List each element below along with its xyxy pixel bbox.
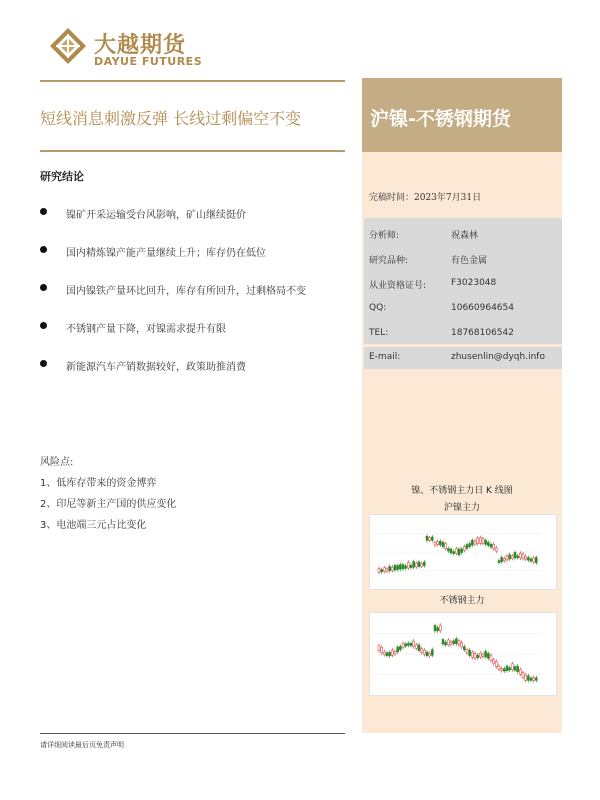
candle-body bbox=[381, 569, 383, 571]
candle-body bbox=[383, 568, 385, 572]
candle-body bbox=[509, 668, 511, 670]
candle-body bbox=[519, 553, 521, 558]
candle-body bbox=[447, 549, 449, 552]
candle-body bbox=[413, 641, 415, 647]
candle-body bbox=[533, 678, 535, 681]
candle-body bbox=[429, 538, 431, 541]
info-key: QQ: bbox=[369, 303, 387, 313]
candle-body bbox=[479, 538, 481, 544]
info-key: E-mail: bbox=[369, 352, 401, 362]
candle-body bbox=[394, 651, 396, 653]
candle-body bbox=[421, 563, 423, 566]
candle-body bbox=[429, 653, 431, 656]
candle-body bbox=[381, 647, 383, 653]
candle-body bbox=[493, 544, 495, 549]
candle-body bbox=[386, 569, 388, 571]
logo-mark-icon bbox=[48, 26, 88, 66]
candle-body bbox=[391, 567, 393, 570]
candle-body bbox=[527, 676, 529, 681]
candle-body bbox=[450, 642, 452, 644]
stainless-kline-chart bbox=[369, 612, 557, 696]
bullet-icon bbox=[40, 360, 47, 367]
info-value: 祝森林 bbox=[451, 231, 479, 241]
candle-body bbox=[485, 651, 487, 657]
info-value: 18768106542 bbox=[451, 328, 514, 338]
list-item-text: 国内精炼镍产能产量继续上升；库存仍在低位 bbox=[66, 248, 266, 259]
candle-body bbox=[402, 643, 404, 647]
candle-body bbox=[487, 653, 489, 658]
nickel-kline-chart bbox=[369, 514, 557, 590]
candle-body bbox=[495, 661, 497, 666]
candle-body bbox=[426, 536, 428, 540]
candle-body bbox=[471, 652, 473, 657]
info-key: 分析师: bbox=[369, 231, 400, 241]
candle-body bbox=[461, 642, 463, 647]
logo-name-en: DAYUE FUTURES bbox=[94, 55, 203, 68]
analyst-info-box bbox=[364, 218, 562, 344]
candle-body bbox=[469, 544, 471, 547]
candle-body bbox=[514, 667, 516, 670]
candle-body bbox=[383, 652, 385, 654]
candle-body bbox=[391, 650, 393, 655]
product-title: 沪镍-不锈钢期货 bbox=[370, 108, 511, 130]
candle-body bbox=[503, 669, 505, 672]
candle-body bbox=[413, 561, 415, 567]
candle-body bbox=[530, 559, 532, 561]
candle-body bbox=[463, 646, 465, 649]
candle-body bbox=[501, 668, 503, 670]
candle-body bbox=[511, 556, 513, 559]
chart-label-nickel: 沪镍主力 bbox=[443, 503, 480, 513]
candle-body bbox=[477, 655, 479, 658]
candle-body bbox=[437, 542, 439, 545]
candle-body bbox=[439, 541, 441, 545]
candle-body bbox=[418, 562, 420, 567]
candle-body bbox=[517, 556, 519, 558]
candle-body bbox=[490, 655, 492, 661]
bullet-icon bbox=[40, 284, 47, 291]
candle-body bbox=[514, 552, 516, 558]
bullet-icon bbox=[40, 322, 47, 329]
candle-body bbox=[450, 549, 452, 553]
candle-body bbox=[447, 640, 449, 645]
candle-body bbox=[517, 666, 519, 672]
candle-body bbox=[506, 556, 508, 560]
candle-body bbox=[378, 646, 380, 651]
info-row-email bbox=[364, 347, 562, 369]
candle-body bbox=[487, 542, 489, 545]
candle-body bbox=[389, 566, 391, 570]
candle-body bbox=[418, 645, 420, 651]
company-logo bbox=[48, 26, 218, 72]
candle-body bbox=[533, 558, 535, 562]
candle-body bbox=[399, 646, 401, 649]
disclaimer-note: 请详细阅读最后页免责声明 bbox=[40, 741, 124, 749]
risk-title: 风险点: bbox=[40, 457, 74, 468]
candle-body bbox=[410, 565, 412, 567]
candle-body bbox=[495, 548, 497, 551]
candle-body bbox=[397, 566, 399, 570]
conclusion-title: 研究结论 bbox=[40, 170, 84, 183]
candle-body bbox=[389, 652, 391, 656]
candle-body bbox=[501, 557, 503, 561]
candle-body bbox=[445, 642, 447, 645]
candle-body bbox=[423, 562, 425, 566]
candle-body bbox=[399, 565, 401, 570]
candle-body bbox=[415, 645, 417, 649]
info-key: TEL: bbox=[369, 328, 389, 338]
candle-body bbox=[471, 540, 473, 545]
candle-body bbox=[439, 625, 441, 631]
candle-body bbox=[522, 672, 524, 677]
report-headline: 短线消息刺激反弹 长线过剩偏空不变 bbox=[40, 109, 302, 128]
candle-body bbox=[482, 539, 484, 544]
candle-body bbox=[431, 537, 433, 540]
candle-body bbox=[535, 678, 537, 681]
candle-body bbox=[455, 549, 457, 554]
candle-body bbox=[442, 639, 444, 644]
email-link[interactable]: zhusenlin@dyqh.info bbox=[451, 352, 545, 362]
chart-caption: 镍、不锈钢主力日 K 线图 bbox=[411, 486, 513, 496]
candle-body bbox=[407, 562, 409, 568]
risk-item: 2、印尼等新主产国的供应变化 bbox=[40, 499, 177, 510]
list-item-text: 新能源汽车产销数据较好，政策助推消费 bbox=[66, 362, 246, 373]
nickel-kline-image bbox=[370, 515, 556, 589]
candle-body bbox=[405, 566, 407, 569]
candle-body bbox=[442, 542, 444, 546]
candle-body bbox=[426, 652, 428, 656]
completion-date: 完稿时间：2023年7月31日 bbox=[369, 193, 482, 203]
candle-body bbox=[402, 565, 404, 569]
candle-body bbox=[397, 647, 399, 652]
bullet-icon bbox=[40, 208, 47, 215]
candle-body bbox=[415, 563, 417, 567]
candle-body bbox=[490, 544, 492, 547]
candle-body bbox=[506, 666, 508, 671]
candle-body bbox=[405, 644, 407, 646]
candle-body bbox=[463, 547, 465, 551]
candle-body bbox=[461, 549, 463, 553]
list-item-text: 国内镍铁产量环比回升，库存有所回升，过剩格局不变 bbox=[66, 286, 306, 297]
candle-body bbox=[407, 643, 409, 645]
candle-body bbox=[386, 653, 388, 656]
candle-body bbox=[431, 649, 433, 655]
candle-body bbox=[453, 552, 455, 554]
candle-body bbox=[485, 540, 487, 544]
info-value: 有色金属 bbox=[451, 256, 488, 266]
candle-body bbox=[421, 649, 423, 653]
header-rule-top bbox=[40, 80, 345, 82]
candle-body bbox=[525, 556, 527, 559]
risk-section bbox=[40, 452, 176, 536]
candle-body bbox=[455, 639, 457, 644]
stainless-kline-image bbox=[370, 613, 556, 695]
candle-body bbox=[453, 641, 455, 644]
chart-label-stainless: 不锈钢主力 bbox=[439, 596, 485, 606]
info-key: 从业资格证号: bbox=[369, 281, 427, 291]
candle-body bbox=[530, 678, 532, 680]
candle-body bbox=[437, 628, 439, 631]
candle-body bbox=[519, 669, 521, 674]
candle-body bbox=[469, 650, 471, 656]
risk-item: 1、低库存带来的资金博弈 bbox=[40, 478, 157, 489]
candle-body bbox=[479, 653, 481, 657]
list-item-text: 不锈钢产量下降，对镍需求提升有限 bbox=[66, 324, 226, 335]
candle-body bbox=[378, 568, 380, 572]
header-rule-bottom bbox=[40, 150, 345, 152]
candle-body bbox=[503, 558, 505, 560]
candle-body bbox=[466, 650, 468, 653]
candle-body bbox=[493, 660, 495, 664]
candle-body bbox=[434, 625, 436, 630]
candle-body bbox=[522, 554, 524, 559]
candle-body bbox=[445, 544, 447, 549]
candle-body bbox=[509, 555, 511, 559]
product-banner bbox=[362, 78, 562, 152]
candle-body bbox=[498, 561, 500, 563]
logo-name-cn: 大越期货 bbox=[94, 33, 187, 58]
candle-body bbox=[527, 557, 529, 560]
risk-item: 3、电池端三元占比变化 bbox=[40, 520, 147, 531]
candle-body bbox=[394, 565, 396, 570]
candle-body bbox=[511, 664, 513, 670]
list-item-text: 镍矿开采运输受台风影响，矿山继续挺价 bbox=[66, 210, 246, 221]
footer-rule bbox=[40, 733, 345, 734]
candle-body bbox=[482, 654, 484, 657]
candle-body bbox=[423, 650, 425, 654]
candle-body bbox=[410, 643, 412, 645]
bullet-icon bbox=[40, 246, 47, 253]
candle-body bbox=[498, 666, 500, 669]
candle-body bbox=[458, 549, 460, 555]
candle-body bbox=[525, 675, 527, 680]
candle-body bbox=[434, 543, 436, 545]
info-value: 10660964654 bbox=[451, 303, 514, 313]
candle-body bbox=[477, 538, 479, 543]
candle-body bbox=[535, 557, 537, 562]
candle-body bbox=[474, 541, 476, 544]
candle-body bbox=[466, 545, 468, 549]
info-key: 研究品种: bbox=[369, 256, 409, 266]
candle-body bbox=[458, 641, 460, 645]
info-value: F3023048 bbox=[451, 278, 497, 288]
candle-body bbox=[474, 653, 476, 658]
